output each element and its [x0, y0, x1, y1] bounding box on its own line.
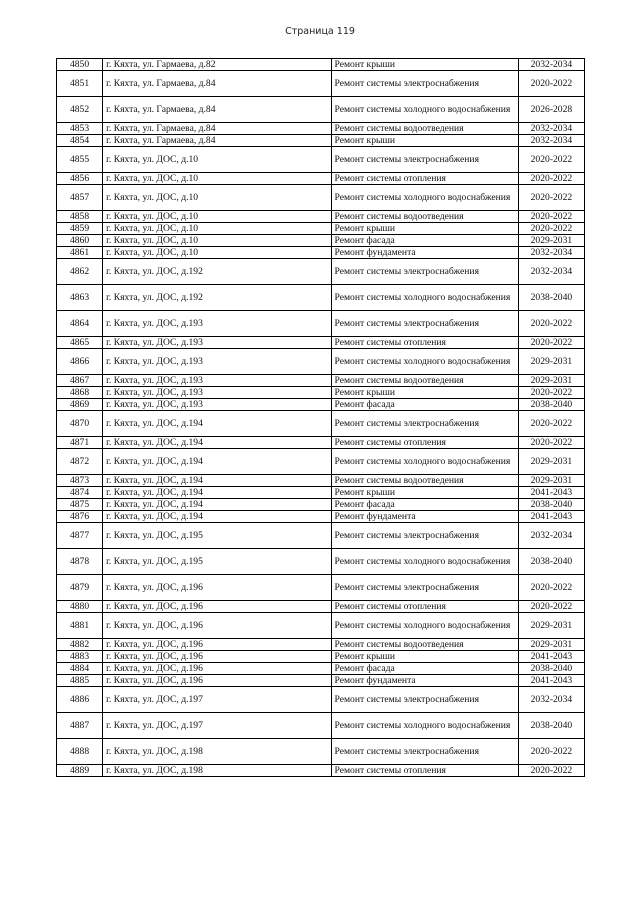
work-type-cell: Ремонт системы холодного водоснабжения — [331, 713, 518, 739]
table-row — [57, 675, 585, 687]
work-type-cell: Ремонт системы отопления — [331, 173, 518, 185]
table-row — [57, 135, 585, 147]
work-type-cell: Ремонт системы водоотведения — [331, 123, 518, 135]
table-row — [57, 235, 585, 247]
row-number-cell: 4875 — [57, 499, 103, 511]
row-number-cell: 4855 — [57, 147, 103, 173]
work-type-cell: Ремонт крыши — [331, 487, 518, 499]
address-cell: г. Кяхта, ул. ДОС, д.10 — [103, 223, 331, 235]
row-number-cell: 4888 — [57, 739, 103, 765]
address-cell: г. Кяхта, ул. ДОС, д.198 — [103, 765, 331, 777]
work-type-cell: Ремонт фасада — [331, 399, 518, 411]
period-cell: 2020-2022 — [518, 71, 584, 97]
address-cell: г. Кяхта, ул. ДОС, д.10 — [103, 185, 331, 211]
period-cell: 2020-2022 — [518, 173, 584, 185]
row-number-cell: 4879 — [57, 575, 103, 601]
row-number-cell: 4865 — [57, 337, 103, 349]
row-number-cell: 4872 — [57, 449, 103, 475]
table-row — [57, 399, 585, 411]
row-number-cell: 4856 — [57, 173, 103, 185]
period-cell: 2020-2022 — [518, 311, 584, 337]
table-row — [57, 147, 585, 173]
table-row — [57, 601, 585, 613]
work-type-cell: Ремонт системы водоотведения — [331, 475, 518, 487]
address-cell: г. Кяхта, ул. ДОС, д.194 — [103, 511, 331, 523]
work-type-cell: Ремонт фасада — [331, 235, 518, 247]
table-row — [57, 387, 585, 399]
address-cell: г. Кяхта, ул. ДОС, д.192 — [103, 259, 331, 285]
row-number-cell: 4860 — [57, 235, 103, 247]
period-cell: 2032-2034 — [518, 687, 584, 713]
row-number-cell: 4854 — [57, 135, 103, 147]
address-cell: г. Кяхта, ул. Гармаева, д.84 — [103, 71, 331, 97]
table-row — [57, 575, 585, 601]
work-type-cell: Ремонт системы электроснабжения — [331, 147, 518, 173]
table-row — [57, 59, 585, 71]
period-cell: 2020-2022 — [518, 387, 584, 399]
work-type-cell: Ремонт фундамента — [331, 247, 518, 259]
address-cell: г. Кяхта, ул. ДОС, д.193 — [103, 399, 331, 411]
address-cell: г. Кяхта, ул. ДОС, д.10 — [103, 235, 331, 247]
work-type-cell: Ремонт системы холодного водоснабжения — [331, 449, 518, 475]
work-type-cell: Ремонт системы водоотведения — [331, 375, 518, 387]
period-cell: 2032-2034 — [518, 135, 584, 147]
address-cell: г. Кяхта, ул. ДОС, д.196 — [103, 601, 331, 613]
period-cell: 2029-2031 — [518, 449, 584, 475]
table-row — [57, 259, 585, 285]
work-type-cell: Ремонт системы отопления — [331, 601, 518, 613]
page-number-label: Страница 119 — [285, 26, 355, 37]
row-number-cell: 4866 — [57, 349, 103, 375]
period-cell: 2020-2022 — [518, 601, 584, 613]
period-cell: 2038-2040 — [518, 663, 584, 675]
table-row — [57, 211, 585, 223]
work-type-cell: Ремонт фасада — [331, 499, 518, 511]
address-cell: г. Кяхта, ул. ДОС, д.10 — [103, 147, 331, 173]
table-row — [57, 765, 585, 777]
period-cell: 2032-2034 — [518, 247, 584, 259]
table-row — [57, 449, 585, 475]
address-cell: г. Кяхта, ул. ДОС, д.194 — [103, 437, 331, 449]
table-row — [57, 739, 585, 765]
period-cell: 2041-2043 — [518, 651, 584, 663]
work-type-cell: Ремонт крыши — [331, 59, 518, 71]
address-cell: г. Кяхта, ул. ДОС, д.193 — [103, 387, 331, 399]
table-row — [57, 97, 585, 123]
address-cell: г. Кяхта, ул. ДОС, д.194 — [103, 475, 331, 487]
row-number-cell: 4869 — [57, 399, 103, 411]
work-type-cell: Ремонт системы отопления — [331, 337, 518, 349]
period-cell: 2038-2040 — [518, 399, 584, 411]
period-cell: 2038-2040 — [518, 285, 584, 311]
row-number-cell: 4859 — [57, 223, 103, 235]
row-number-cell: 4877 — [57, 523, 103, 549]
address-cell: г. Кяхта, ул. ДОС, д.193 — [103, 349, 331, 375]
row-number-cell: 4850 — [57, 59, 103, 71]
row-number-cell: 4868 — [57, 387, 103, 399]
table-row — [57, 511, 585, 523]
row-number-cell: 4857 — [57, 185, 103, 211]
repair-schedule-rows — [57, 59, 585, 777]
address-cell: г. Кяхта, ул. ДОС, д.10 — [103, 211, 331, 223]
period-cell: 2020-2022 — [518, 185, 584, 211]
work-type-cell: Ремонт системы холодного водоснабжения — [331, 549, 518, 575]
period-cell: 2038-2040 — [518, 499, 584, 511]
period-cell: 2020-2022 — [518, 411, 584, 437]
address-cell: г. Кяхта, ул. ДОС, д.193 — [103, 375, 331, 387]
period-cell: 2029-2031 — [518, 475, 584, 487]
work-type-cell: Ремонт системы водоотведения — [331, 211, 518, 223]
row-number-cell: 4864 — [57, 311, 103, 337]
table-row — [57, 713, 585, 739]
work-type-cell: Ремонт системы электроснабжения — [331, 259, 518, 285]
table-row — [57, 487, 585, 499]
table-row — [57, 285, 585, 311]
work-type-cell: Ремонт системы электроснабжения — [331, 687, 518, 713]
table-row — [57, 223, 585, 235]
work-type-cell: Ремонт системы холодного водоснабжения — [331, 613, 518, 639]
table-row — [57, 247, 585, 259]
address-cell: г. Кяхта, ул. Гармаева, д.84 — [103, 123, 331, 135]
period-cell: 2029-2031 — [518, 235, 584, 247]
row-number-cell: 4880 — [57, 601, 103, 613]
repair-schedule-table — [56, 58, 585, 777]
address-cell: г. Кяхта, ул. ДОС, д.193 — [103, 311, 331, 337]
period-cell: 2020-2022 — [518, 147, 584, 173]
row-number-cell: 4852 — [57, 97, 103, 123]
period-cell: 2041-2043 — [518, 511, 584, 523]
period-cell: 2032-2034 — [518, 59, 584, 71]
period-cell: 2029-2031 — [518, 349, 584, 375]
period-cell: 2032-2034 — [518, 523, 584, 549]
address-cell: г. Кяхта, ул. ДОС, д.196 — [103, 651, 331, 663]
table-row — [57, 437, 585, 449]
row-number-cell: 4881 — [57, 613, 103, 639]
work-type-cell: Ремонт фундамента — [331, 511, 518, 523]
address-cell: г. Кяхта, ул. Гармаева, д.84 — [103, 97, 331, 123]
period-cell: 2029-2031 — [518, 613, 584, 639]
row-number-cell: 4873 — [57, 475, 103, 487]
row-number-cell: 4887 — [57, 713, 103, 739]
row-number-cell: 4863 — [57, 285, 103, 311]
work-type-cell: Ремонт крыши — [331, 223, 518, 235]
table-row — [57, 349, 585, 375]
row-number-cell: 4871 — [57, 437, 103, 449]
address-cell: г. Кяхта, ул. ДОС, д.196 — [103, 639, 331, 651]
address-cell: г. Кяхта, ул. ДОС, д.196 — [103, 613, 331, 639]
row-number-cell: 4876 — [57, 511, 103, 523]
period-cell: 2038-2040 — [518, 549, 584, 575]
address-cell: г. Кяхта, ул. ДОС, д.195 — [103, 549, 331, 575]
period-cell: 2041-2043 — [518, 675, 584, 687]
work-type-cell: Ремонт системы холодного водоснабжения — [331, 97, 518, 123]
address-cell: г. Кяхта, ул. ДОС, д.196 — [103, 663, 331, 675]
address-cell: г. Кяхта, ул. ДОС, д.10 — [103, 173, 331, 185]
table-row — [57, 687, 585, 713]
period-cell: 2026-2028 — [518, 97, 584, 123]
period-cell: 2020-2022 — [518, 337, 584, 349]
work-type-cell: Ремонт системы отопления — [331, 765, 518, 777]
address-cell: г. Кяхта, ул. ДОС, д.192 — [103, 285, 331, 311]
work-type-cell: Ремонт системы электроснабжения — [331, 575, 518, 601]
address-cell: г. Кяхта, ул. Гармаева, д.84 — [103, 135, 331, 147]
period-cell: 2032-2034 — [518, 259, 584, 285]
row-number-cell: 4862 — [57, 259, 103, 285]
work-type-cell: Ремонт крыши — [331, 387, 518, 399]
work-type-cell: Ремонт системы электроснабжения — [331, 739, 518, 765]
period-cell: 2020-2022 — [518, 765, 584, 777]
period-cell: 2041-2043 — [518, 487, 584, 499]
address-cell: г. Кяхта, ул. ДОС, д.196 — [103, 575, 331, 601]
address-cell: г. Кяхта, ул. ДОС, д.198 — [103, 739, 331, 765]
table-row — [57, 71, 585, 97]
period-cell: 2020-2022 — [518, 739, 584, 765]
table-row — [57, 185, 585, 211]
row-number-cell: 4867 — [57, 375, 103, 387]
row-number-cell: 4884 — [57, 663, 103, 675]
address-cell: г. Кяхта, ул. ДОС, д.197 — [103, 713, 331, 739]
period-cell: 2029-2031 — [518, 639, 584, 651]
table-row — [57, 123, 585, 135]
address-cell: г. Кяхта, ул. ДОС, д.197 — [103, 687, 331, 713]
row-number-cell: 4886 — [57, 687, 103, 713]
row-number-cell: 4853 — [57, 123, 103, 135]
table-row — [57, 475, 585, 487]
row-number-cell: 4889 — [57, 765, 103, 777]
address-cell: г. Кяхта, ул. ДОС, д.194 — [103, 487, 331, 499]
work-type-cell: Ремонт крыши — [331, 651, 518, 663]
table-row — [57, 375, 585, 387]
row-number-cell: 4883 — [57, 651, 103, 663]
work-type-cell: Ремонт системы электроснабжения — [331, 411, 518, 437]
row-number-cell: 4861 — [57, 247, 103, 259]
period-cell: 2020-2022 — [518, 437, 584, 449]
period-cell: 2020-2022 — [518, 223, 584, 235]
table-row — [57, 311, 585, 337]
address-cell: г. Кяхта, ул. ДОС, д.193 — [103, 337, 331, 349]
address-cell: г. Кяхта, ул. ДОС, д.194 — [103, 411, 331, 437]
work-type-cell: Ремонт фасада — [331, 663, 518, 675]
table-row — [57, 651, 585, 663]
address-cell: г. Кяхта, ул. Гармаева, д.82 — [103, 59, 331, 71]
table-row — [57, 613, 585, 639]
table-row — [57, 549, 585, 575]
row-number-cell: 4885 — [57, 675, 103, 687]
table-row — [57, 499, 585, 511]
period-cell: 2038-2040 — [518, 713, 584, 739]
work-type-cell: Ремонт системы электроснабжения — [331, 71, 518, 97]
address-cell: г. Кяхта, ул. ДОС, д.196 — [103, 675, 331, 687]
period-cell: 2029-2031 — [518, 375, 584, 387]
address-cell: г. Кяхта, ул. ДОС, д.195 — [103, 523, 331, 549]
table-row — [57, 663, 585, 675]
table-row — [57, 411, 585, 437]
table-row — [57, 639, 585, 651]
work-type-cell: Ремонт фундамента — [331, 675, 518, 687]
row-number-cell: 4882 — [57, 639, 103, 651]
row-number-cell: 4870 — [57, 411, 103, 437]
period-cell: 2032-2034 — [518, 123, 584, 135]
work-type-cell: Ремонт системы электроснабжения — [331, 523, 518, 549]
work-type-cell: Ремонт системы холодного водоснабжения — [331, 349, 518, 375]
work-type-cell: Ремонт системы холодного водоснабжения — [331, 185, 518, 211]
work-type-cell: Ремонт системы отопления — [331, 437, 518, 449]
period-cell: 2020-2022 — [518, 211, 584, 223]
address-cell: г. Кяхта, ул. ДОС, д.194 — [103, 449, 331, 475]
row-number-cell: 4878 — [57, 549, 103, 575]
row-number-cell: 4858 — [57, 211, 103, 223]
work-type-cell: Ремонт крыши — [331, 135, 518, 147]
work-type-cell: Ремонт системы водоотведения — [331, 639, 518, 651]
period-cell: 2020-2022 — [518, 575, 584, 601]
address-cell: г. Кяхта, ул. ДОС, д.10 — [103, 247, 331, 259]
table-row — [57, 337, 585, 349]
work-type-cell: Ремонт системы холодного водоснабжения — [331, 285, 518, 311]
table-row — [57, 523, 585, 549]
work-type-cell: Ремонт системы электроснабжения — [331, 311, 518, 337]
row-number-cell: 4851 — [57, 71, 103, 97]
table-row — [57, 173, 585, 185]
address-cell: г. Кяхта, ул. ДОС, д.194 — [103, 499, 331, 511]
row-number-cell: 4874 — [57, 487, 103, 499]
